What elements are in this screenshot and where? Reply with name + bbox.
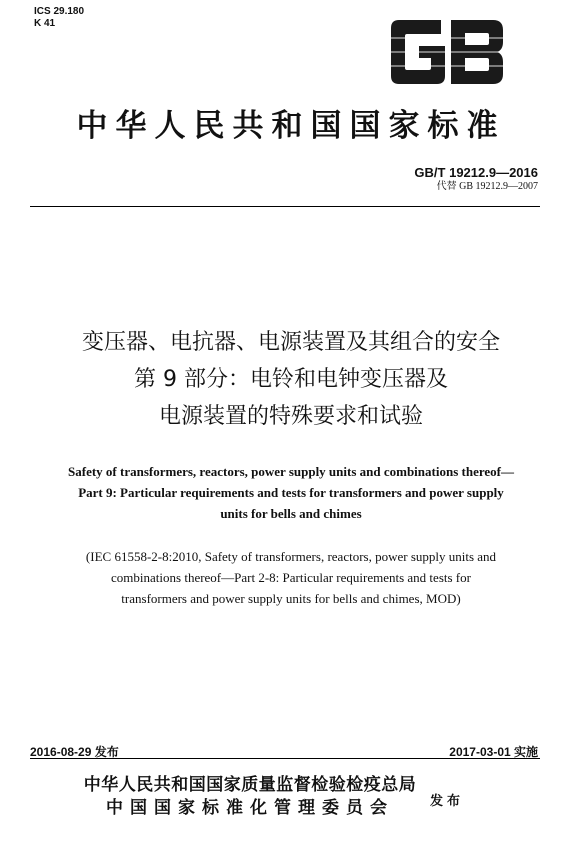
standard-number: GB/T 19212.9—2016 [414,165,538,180]
issuer-aqsiq: 中华人民共和国国家质量监督检验检疫总局 [83,775,417,795]
iec-reference [10,546,572,609]
classification-codes [34,6,84,30]
publish-label: 发布 [430,794,465,809]
english-title-line: Safety of transformers, reactors, power supply units and combinations thereof— [68,464,514,479]
gb-logo [385,18,507,86]
english-title [10,461,572,524]
national-standard-title: 中华人民共和国国家标准 [76,108,506,144]
ccs-code: K 41 [34,18,56,29]
ics-code: ICS 29.180 [34,6,85,17]
english-title-line: Part 9: Particular requirements and tests for transformers and power supply [78,485,504,500]
iec-reference-line: transformers and power supply units for bells and chimes, MOD) [121,591,461,606]
chinese-title-line: 第 9 部分：电铃和电钟变压器及 [134,367,448,392]
chinese-title-line: 变压器、电抗器、电源装置及其组合的安全 [81,330,500,355]
implementation-date: 2017-03-01 实施 [449,745,538,759]
bottom-divider [30,758,540,759]
issuing-authorities [80,774,420,820]
gb-logo-graphic [385,18,507,86]
top-divider [30,206,540,207]
issuer-sac: 中国国家标准化管理委员会 [106,798,394,818]
iec-reference-line: combinations thereof—Part 2-8: Particular requirements and tests for [111,570,471,585]
english-title-line: units for bells and chimes [220,506,362,521]
chinese-title [20,324,562,435]
iec-reference-line: (IEC 61558-2-8:2010, Safety of transformers, reactors, power supply units and [85,549,497,564]
standard-number-block [414,165,538,193]
chinese-title-line: 电源装置的特殊要求和试验 [158,404,423,429]
replaces-standard: 代替 GB 19212.9—2007 [436,181,538,192]
publication-date: 2016-08-29 发布 [30,745,119,759]
